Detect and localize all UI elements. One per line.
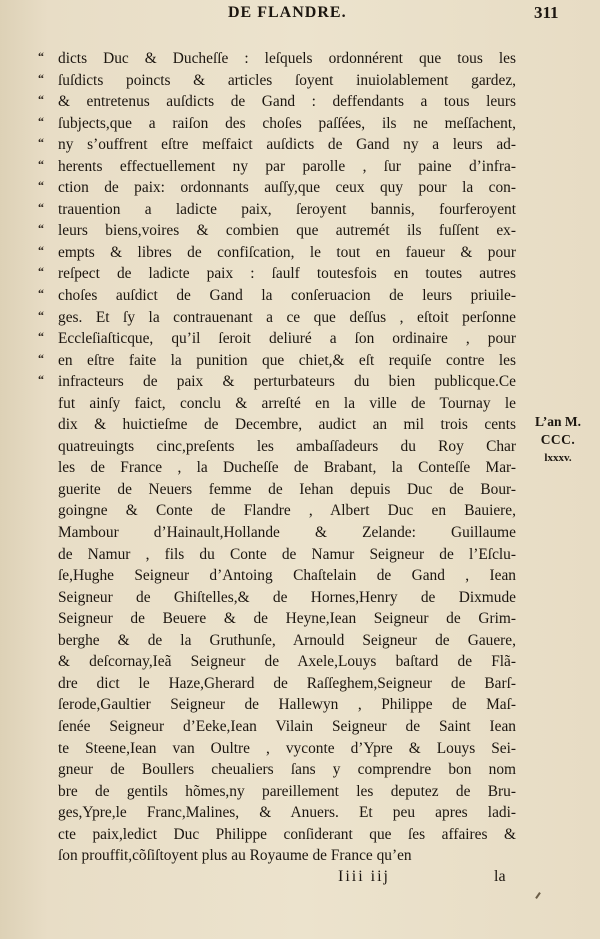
line-text: ges,Ypre,le Franc,Malines, & Anuers. Et peu apres ladi- (58, 804, 516, 822)
text-line (0, 651, 600, 673)
line-text: ges. Et ſy la contrauenant a ce que deſſus , eſtoit perſonne (58, 308, 516, 326)
line-text: empts & libres de confiſcation, le tout en faueur & pour (58, 243, 516, 261)
text-line (0, 177, 600, 199)
line-text: choſes auſdict de Gand la conſeruacion de leurs priuile- (58, 287, 516, 305)
line-text: ſe,Hughe Seigneur d’Antoing Chaſtelain de Gand , Iean (58, 567, 516, 585)
body-text (0, 48, 600, 867)
text-line (0, 414, 600, 436)
catchword: la (494, 868, 506, 885)
line-text: ſenée Seigneur d’Eeke,Iean Vilain Seigneur de Saint Iean (58, 717, 516, 735)
quotation-mark: “ (38, 329, 44, 344)
line-text: gneur de Boullers cheualiers ſans y comprendre bon nom (58, 761, 516, 779)
text-line (0, 544, 600, 566)
line-text: ſon prouffit,cõſiſtoyent plus au Royaume de France qu’en (58, 847, 412, 865)
text-line (0, 694, 600, 716)
line-text: dix & huictieſme de Decembre, audict an mil trois cents (58, 416, 516, 434)
margin-note-line: CCC. (540, 432, 576, 447)
signature-mark: Iiii iij (338, 868, 390, 885)
text-line (0, 156, 600, 178)
text-line (0, 436, 600, 458)
page-header (0, 2, 600, 26)
line-text: dre dict le Haze,Gherard de Raſſeghem,Seigneur de Barſ- (58, 674, 516, 692)
text-line (0, 500, 600, 522)
text-line (0, 70, 600, 92)
quotation-mark: “ (38, 70, 44, 85)
quotation-mark: “ (38, 372, 44, 387)
line-text: cte paix,ledict Duc Philippe conſiderant que ſes affaires & (58, 825, 516, 843)
line-text: trauention a ladicte paix, ſeroyent bannis, fourferoyent (58, 200, 516, 218)
line-text: Seigneur de Ghiſtelles,& de Hornes,Henry de Dixmude (58, 588, 516, 606)
margin-note-line: L’an M. (534, 414, 581, 429)
quotation-mark: “ (38, 221, 44, 236)
text-line (0, 673, 600, 695)
line-text: ction de paix: ordonnants auſſy,que ceux quy pour la con- (58, 179, 516, 197)
text-line (0, 328, 600, 350)
text-line (0, 608, 600, 630)
quotation-mark: “ (38, 178, 44, 193)
text-line (0, 350, 600, 372)
text-line (0, 48, 600, 70)
text-line (0, 242, 600, 264)
quotation-mark: “ (38, 113, 44, 128)
quotation-mark: “ (38, 286, 44, 301)
line-text: ſubjects,que a raiſon des choſes paſſées, ils ne meſſachent, (58, 114, 516, 132)
line-text: guerite de Neuers femme de Iehan depuis Duc de Bour- (58, 480, 516, 498)
line-text: ny s’ouffrent eſtre meſfaict auſdicts de Gand ny a leurs ad- (58, 136, 516, 154)
text-line (0, 113, 600, 135)
text-line (0, 716, 600, 738)
line-text: & entretenus auſdicts de Gand : deffendants a tous leurs (58, 93, 516, 111)
running-title: DE FLANDRE. (228, 4, 347, 21)
text-line (0, 565, 600, 587)
page-footer (0, 868, 600, 892)
margin-note-date (520, 413, 596, 467)
line-text: reſpect de ladicte paix : ſaulf toutesfois en toutes autres (58, 265, 516, 283)
text-line (0, 263, 600, 285)
text-line (0, 479, 600, 501)
text-line (0, 199, 600, 221)
line-text: dicts Duc & Ducheſſe : leſquels ordonnérent que tous les (58, 50, 516, 67)
margin-note-line: lxxxv. (544, 452, 572, 464)
line-text: te Steene,Iean van Oultre , vyconte d’Ypre & Louys Sei- (58, 739, 516, 757)
text-line (0, 802, 600, 824)
text-line (0, 845, 600, 867)
text-line (0, 285, 600, 307)
line-text: les de France , la Ducheſſe de Brabant, la Conteſſe Mar- (58, 459, 516, 477)
line-text: infracteurs de paix & perturbateurs du bien publicque.Ce (58, 373, 516, 391)
text-line (0, 824, 600, 846)
line-text: de Namur , fils du Conte de Namur Seigneur de l’Eſclu- (58, 545, 516, 563)
line-text: Seigneur de Beuere & de Heyne,Iean Seigneur de Grim- (58, 610, 516, 628)
quotation-mark: “ (38, 49, 44, 63)
text-line (0, 759, 600, 781)
text-line (0, 522, 600, 544)
quotation-mark: “ (38, 307, 44, 322)
line-text: fut ainſy faict, conclu & arreſté en la ville de Tournay le (58, 394, 516, 412)
line-text: en eſtre faite la punition que chiet,& eſt requiſe contre les (58, 351, 516, 369)
quotation-mark: “ (38, 264, 44, 279)
line-text: berghe & de la Gruthunſe, Arnould Seigneur de Gauere, (58, 631, 516, 649)
line-text: Eccleſiaſticque, qu’il ſeroit deliuré a ſon ordinaire , pour (58, 330, 516, 348)
text-line (0, 393, 600, 415)
text-line (0, 307, 600, 329)
text-line (0, 781, 600, 803)
line-text: Mambour d’Hainault,Hollande & Zelande: Guillaume (58, 524, 516, 542)
quotation-mark: “ (38, 135, 44, 150)
paper-speck (535, 892, 541, 899)
text-line (0, 371, 600, 393)
quotation-mark: “ (38, 156, 44, 171)
quotation-mark: “ (38, 350, 44, 365)
quotation-mark: “ (38, 242, 44, 257)
page-number: 311 (534, 3, 559, 22)
line-text: ſerode,Gaultier Seigneur de Hallewyn , Philippe de Maſ- (58, 696, 516, 714)
text-line (0, 91, 600, 113)
line-text: ſuſdicts poincts & articles ſoyent inuiolablement gardez, (58, 71, 516, 89)
text-line (0, 220, 600, 242)
text-line (0, 738, 600, 760)
text-line (0, 134, 600, 156)
text-line (0, 630, 600, 652)
line-text: & deſcornay,Ieã Seigneur de Axele,Louys baſtard de Flã- (58, 653, 516, 671)
text-line (0, 457, 600, 479)
quotation-mark: “ (38, 92, 44, 107)
quotation-mark: “ (38, 199, 44, 214)
line-text: quatreuingts cinc,preſents les ambaſſadeurs du Roy Char (58, 437, 516, 455)
line-text: herents effectuellement ny par parolle , ſur paine d’infra- (58, 157, 516, 175)
line-text: goingne & Conte de Flandre , Albert Duc en Bauiere, (58, 502, 516, 520)
line-text: leurs biens,voires & combien que autremét ils fuſſent ex- (58, 222, 516, 240)
text-line (0, 587, 600, 609)
line-text: bre de gentils hõmes,ny pareillement les deputez de Bru- (58, 782, 516, 800)
